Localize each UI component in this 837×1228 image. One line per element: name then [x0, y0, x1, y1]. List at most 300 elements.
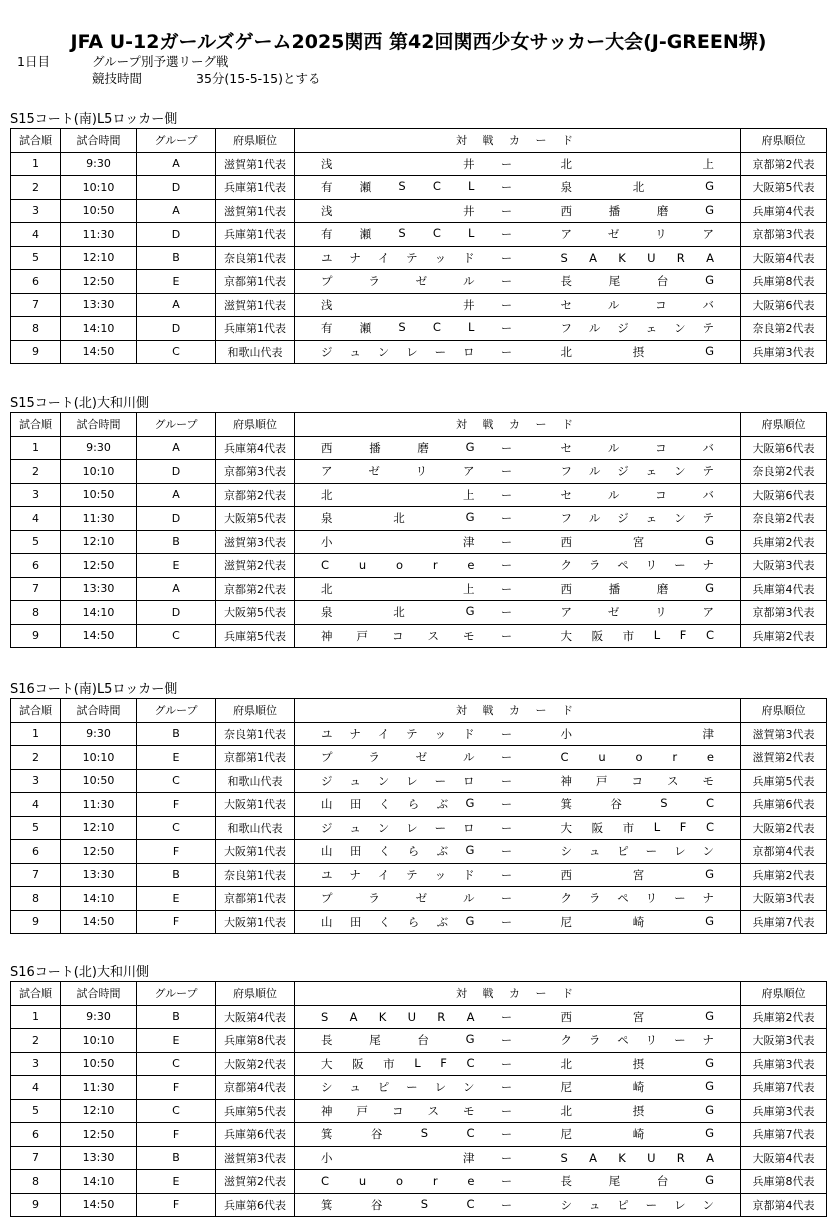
team-name-char: 阪	[591, 628, 604, 643]
table-row	[11, 746, 827, 770]
team-name-char: S	[420, 1196, 429, 1211]
team-name-char: ー	[434, 344, 447, 359]
team-name-char: G	[465, 510, 475, 525]
team-name-char: ア	[702, 227, 714, 242]
table-row	[11, 1099, 827, 1123]
team-name-char: U	[647, 250, 656, 265]
table-row	[11, 1005, 827, 1029]
match-no-cell: 7	[11, 293, 61, 317]
table-row	[11, 816, 827, 840]
team-name-char: ゼ	[368, 464, 380, 479]
team-name-char: r	[672, 750, 678, 765]
team-name-char: K	[378, 1009, 387, 1024]
versus-dash: ー	[501, 441, 512, 455]
group-cell: B	[137, 246, 216, 270]
match-card-cell	[295, 624, 741, 648]
versus-dash: ー	[501, 798, 512, 812]
header-match-card: 対 戦 カ ー ド	[295, 982, 741, 1006]
team-name-char: G	[705, 202, 714, 217]
team-name-char: ス	[427, 628, 439, 643]
team-name-char: o	[395, 558, 404, 573]
match-card-cell	[295, 1052, 741, 1076]
match-card-cell	[295, 554, 741, 578]
team-name-char: ュ	[349, 1080, 361, 1095]
match-time-cell: 10:50	[61, 199, 137, 223]
header-pref-rank-right: 府県順位	[741, 699, 827, 723]
match-card-cell	[295, 176, 741, 200]
team-name-char: 山	[321, 797, 333, 812]
team-name-char: イ	[377, 867, 390, 882]
team-name-char: ー	[406, 1080, 418, 1095]
pref-rank-left-cell: 和歌山代表	[216, 816, 295, 840]
match-no-cell: 7	[11, 577, 61, 601]
match-time-cell: 14:10	[61, 317, 137, 341]
team-name-char: ン	[702, 1197, 714, 1212]
home-team-name	[295, 796, 497, 812]
table-row	[11, 624, 827, 648]
team-name-char: G	[465, 1032, 475, 1047]
versus-dash: ー	[501, 512, 512, 526]
match-card-cell	[295, 887, 741, 911]
away-team-name	[517, 344, 741, 360]
team-name-char: ュ	[349, 773, 361, 788]
home-team-name	[295, 463, 497, 479]
match-no-cell: 4	[11, 1076, 61, 1100]
match-time-cell: 12:10	[61, 816, 137, 840]
group-cell: B	[137, 863, 216, 887]
match-card-cell	[295, 1099, 741, 1123]
team-name-char: ル	[588, 321, 601, 336]
home-team-name	[295, 604, 497, 620]
team-name-char: 播	[608, 203, 621, 218]
versus-dash: ー	[501, 1104, 512, 1118]
pref-rank-right-cell: 京都第4代表	[741, 840, 827, 864]
team-name-char: 田	[349, 914, 362, 929]
team-name-char: モ	[463, 628, 475, 643]
team-name-char: コ	[655, 440, 667, 455]
header-match-card: 対 戦 カ ー ド	[295, 413, 741, 437]
table-row	[11, 1146, 827, 1170]
pref-rank-right-cell: 兵庫第7代表	[741, 910, 827, 934]
match-no-cell: 4	[11, 507, 61, 531]
team-name-char: ピ	[617, 844, 629, 859]
team-name-char: G	[465, 796, 475, 811]
team-name-char: ン	[674, 464, 686, 479]
team-name-char: 戸	[356, 1103, 368, 1118]
team-name-char: ア	[560, 605, 572, 620]
match-card-cell	[295, 577, 741, 601]
group-cell: F	[137, 840, 216, 864]
versus-dash: ー	[501, 582, 512, 596]
match-time-cell: 11:30	[61, 507, 137, 531]
pref-rank-left-cell: 奈良第1代表	[216, 722, 295, 746]
group-cell: F	[137, 1193, 216, 1217]
team-name-char: プ	[321, 891, 333, 906]
pref-rank-left-cell: 兵庫第4代表	[216, 436, 295, 460]
versus-dash: ー	[501, 465, 512, 479]
team-name-char: C	[432, 320, 441, 335]
pref-rank-left-cell: 大阪第1代表	[216, 910, 295, 934]
team-name-char: ア	[560, 227, 572, 242]
match-time-cell: 14:10	[61, 601, 137, 625]
group-cell: A	[137, 436, 216, 460]
match-no-cell: 2	[11, 746, 61, 770]
team-name-char: G	[465, 913, 475, 928]
group-cell: B	[137, 722, 216, 746]
pref-rank-right-cell: 兵庫第6代表	[741, 793, 827, 817]
team-name-char: 上	[463, 581, 475, 596]
team-name-char: F	[679, 819, 687, 834]
team-name-char: 台	[656, 274, 669, 289]
team-name-char: ュ	[588, 1197, 601, 1212]
pref-rank-right-cell: 大阪第3代表	[741, 554, 827, 578]
header-group: グループ	[137, 413, 216, 437]
team-name-char: L	[468, 320, 475, 335]
team-name-char: G	[705, 913, 714, 928]
versus-dash: ー	[501, 892, 512, 906]
team-name-char: 神	[321, 1103, 333, 1118]
away-team-name	[517, 179, 741, 195]
group-cell: B	[137, 530, 216, 554]
team-name-char: 台	[417, 1033, 429, 1048]
team-name-char: 阪	[352, 1056, 364, 1071]
team-name-char: 谷	[370, 1197, 383, 1212]
match-card-cell	[295, 317, 741, 341]
team-name-char: 北	[560, 1103, 572, 1118]
team-name-char: 浅	[321, 203, 333, 218]
versus-dash: ー	[501, 275, 512, 289]
pref-rank-left-cell: 京都第3代表	[216, 460, 295, 484]
team-name-char: A	[589, 250, 597, 265]
pref-rank-right-cell: 奈良第2代表	[741, 460, 827, 484]
match-card-cell	[295, 601, 741, 625]
table-row	[11, 722, 827, 746]
team-name-char: セ	[560, 440, 572, 455]
team-name-char: 尾	[608, 1174, 621, 1189]
away-team-name	[517, 1009, 741, 1025]
table-header-row	[11, 129, 827, 153]
team-name-char: 北	[393, 605, 405, 620]
pref-rank-right-cell: 大阪第5代表	[741, 176, 827, 200]
versus-dash: ー	[501, 1128, 512, 1142]
team-name-char: 有	[321, 227, 333, 242]
versus-dash: ー	[501, 559, 512, 573]
versus-dash: ー	[501, 821, 512, 835]
section-title: S15コート(南)L5ロッカー側	[10, 112, 178, 127]
home-team-name	[295, 156, 497, 172]
team-name-char: 崎	[632, 1080, 645, 1095]
team-name-char: レ	[406, 820, 418, 835]
team-name-char: く	[378, 914, 391, 929]
pref-rank-left-cell: 大阪第1代表	[216, 793, 295, 817]
versus-dash: ー	[501, 751, 512, 765]
match-no-cell: 5	[11, 530, 61, 554]
format-label: グループ別予選リーグ戦	[92, 54, 229, 69]
team-name-char: G	[705, 866, 714, 881]
team-name-char: コ	[392, 1103, 404, 1118]
team-name-char: ぶ	[436, 914, 449, 929]
pref-rank-right-cell: 兵庫第3代表	[741, 1099, 827, 1123]
header-match-no: 試合順	[11, 982, 61, 1006]
group-cell: D	[137, 460, 216, 484]
pref-rank-right-cell: 滋賀第2代表	[741, 746, 827, 770]
team-name-char: C	[432, 226, 441, 241]
pref-rank-left-cell: 兵庫第8代表	[216, 1029, 295, 1053]
match-card-cell	[295, 863, 741, 887]
team-name-char: バ	[702, 297, 714, 312]
team-name-char: G	[705, 1008, 714, 1023]
header-group: グループ	[137, 982, 216, 1006]
team-name-char: ッ	[434, 867, 447, 882]
away-team-name	[517, 297, 741, 313]
pref-rank-left-cell: 滋賀第1代表	[216, 152, 295, 176]
team-name-char: ピ	[617, 1197, 629, 1212]
versus-dash: ー	[501, 727, 512, 741]
header-match-no: 試合順	[11, 129, 61, 153]
team-name-char: リ	[415, 464, 428, 479]
away-team-name	[517, 1173, 741, 1189]
team-name-char: G	[705, 1126, 714, 1141]
pref-rank-right-cell: 兵庫第2代表	[741, 1005, 827, 1029]
team-name-char: ジ	[321, 820, 333, 835]
home-team-name	[295, 226, 497, 242]
versus-dash: ー	[501, 345, 512, 359]
table-row	[11, 577, 827, 601]
match-time-cell: 14:10	[61, 887, 137, 911]
away-team-name	[517, 1103, 741, 1119]
pref-rank-left-cell: 和歌山代表	[216, 769, 295, 793]
header-match-time: 試合時間	[61, 982, 137, 1006]
match-no-cell: 2	[11, 460, 61, 484]
team-name-char: ク	[560, 891, 572, 906]
pref-rank-right-cell: 兵庫第2代表	[741, 624, 827, 648]
pref-rank-left-cell: 京都第1代表	[216, 270, 295, 294]
pref-rank-left-cell: 大阪第2代表	[216, 1052, 295, 1076]
team-name-char: G	[465, 604, 475, 619]
team-name-char: ン	[377, 773, 390, 788]
team-name-char: e	[706, 750, 714, 765]
match-time-cell: 10:50	[61, 1052, 137, 1076]
match-time-cell: 12:10	[61, 1099, 137, 1123]
table-row	[11, 1123, 827, 1147]
header-match-time: 試合時間	[61, 699, 137, 723]
header-match-no: 試合順	[11, 413, 61, 437]
home-team-name	[295, 890, 497, 906]
pref-rank-right-cell: 兵庫第4代表	[741, 577, 827, 601]
pref-rank-right-cell: 京都第3代表	[741, 223, 827, 247]
team-name-char: 井	[463, 156, 475, 171]
team-name-char: ー	[434, 820, 447, 835]
team-name-char: コ	[655, 487, 667, 502]
table-header-row	[11, 413, 827, 437]
team-name-char: ユ	[321, 250, 333, 265]
team-name-char: イ	[377, 250, 390, 265]
team-name-char: R	[676, 1150, 685, 1165]
team-name-char: A	[706, 250, 714, 265]
pref-rank-left-cell: 兵庫第1代表	[216, 176, 295, 200]
team-name-char: 長	[560, 1174, 572, 1189]
team-name-char: ル	[607, 297, 620, 312]
home-team-name	[295, 510, 497, 526]
team-name-char: 磨	[656, 581, 669, 596]
table-row	[11, 317, 827, 341]
pref-rank-right-cell: 兵庫第2代表	[741, 863, 827, 887]
team-name-char: 田	[349, 797, 362, 812]
match-card-cell	[295, 340, 741, 364]
match-no-cell: 8	[11, 1170, 61, 1194]
match-no-cell: 3	[11, 199, 61, 223]
team-name-char: 崎	[632, 1127, 645, 1142]
home-team-name	[295, 867, 497, 883]
pref-rank-right-cell: 京都第2代表	[741, 152, 827, 176]
pref-rank-right-cell: 兵庫第4代表	[741, 199, 827, 223]
group-cell: E	[137, 270, 216, 294]
match-card-cell	[295, 1029, 741, 1053]
match-no-cell: 4	[11, 223, 61, 247]
table-row	[11, 530, 827, 554]
pref-rank-left-cell: 奈良第1代表	[216, 246, 295, 270]
match-time-cell: 12:50	[61, 840, 137, 864]
table-row	[11, 246, 827, 270]
pref-rank-left-cell: 京都第1代表	[216, 887, 295, 911]
team-name-char: 西	[560, 203, 572, 218]
team-name-char: ュ	[349, 820, 361, 835]
home-team-name	[295, 250, 497, 266]
home-team-name	[295, 581, 497, 597]
pref-rank-right-cell: 兵庫第3代表	[741, 1052, 827, 1076]
away-team-name	[517, 1056, 741, 1072]
group-cell: C	[137, 1052, 216, 1076]
team-name-char: ド	[462, 250, 475, 265]
versus-dash: ー	[501, 488, 512, 502]
team-name-char: 瀬	[359, 227, 372, 242]
team-name-char: o	[395, 1174, 404, 1189]
pref-rank-left-cell: 京都第1代表	[216, 746, 295, 770]
away-team-name	[517, 773, 741, 789]
team-name-char: 浅	[321, 156, 333, 171]
versus-dash: ー	[501, 204, 512, 218]
team-name-char: 尼	[560, 1127, 572, 1142]
versus-dash: ー	[501, 774, 512, 788]
pref-rank-right-cell: 京都第3代表	[741, 601, 827, 625]
home-team-name	[295, 843, 497, 859]
team-name-char: 長	[560, 274, 572, 289]
match-time-cell: 12:50	[61, 1123, 137, 1147]
team-name-char: ェ	[645, 321, 658, 336]
team-name-char: ナ	[349, 250, 361, 265]
team-name-char: 瀬	[359, 180, 372, 195]
team-name-char: ー	[674, 891, 686, 906]
match-time-cell: 14:10	[61, 1170, 137, 1194]
pref-rank-left-cell: 和歌山代表	[216, 340, 295, 364]
table-row	[11, 176, 827, 200]
team-name-char: 戸	[356, 628, 368, 643]
match-no-cell: 2	[11, 176, 61, 200]
group-cell: E	[137, 1170, 216, 1194]
table-row	[11, 199, 827, 223]
match-no-cell: 7	[11, 863, 61, 887]
team-name-char: 津	[463, 534, 475, 549]
away-team-name	[517, 1079, 741, 1095]
versus-dash: ー	[501, 606, 512, 620]
team-name-char: ゼ	[415, 750, 428, 765]
team-name-char: ラ	[588, 558, 601, 573]
team-name-char: o	[635, 750, 643, 765]
team-name-char: ジ	[617, 464, 629, 479]
team-name-char: ド	[462, 726, 475, 741]
team-name-char: レ	[406, 773, 418, 788]
team-name-char: ェ	[645, 464, 658, 479]
match-no-cell: 9	[11, 624, 61, 648]
team-name-char: ン	[674, 511, 686, 526]
team-name-char: 西	[560, 534, 572, 549]
home-team-name	[295, 749, 497, 765]
match-card-cell	[295, 840, 741, 864]
team-name-char: ッ	[434, 250, 447, 265]
time-label: 競技時間	[92, 71, 143, 86]
team-name-char: セ	[560, 297, 572, 312]
team-name-char: テ	[702, 321, 714, 336]
team-name-char: ン	[377, 344, 390, 359]
group-cell: C	[137, 340, 216, 364]
versus-dash: ー	[501, 1175, 512, 1189]
table-row	[11, 270, 827, 294]
team-name-char: 泉	[321, 511, 333, 526]
home-team-name	[295, 534, 497, 550]
match-card-cell	[295, 460, 741, 484]
match-card-cell	[295, 293, 741, 317]
pref-rank-left-cell: 兵庫第6代表	[216, 1123, 295, 1147]
versus-dash: ー	[501, 1010, 512, 1024]
team-name-char: テ	[406, 867, 418, 882]
home-team-name	[295, 203, 497, 219]
match-card-cell	[295, 746, 741, 770]
schedule-table	[10, 981, 827, 1217]
home-team-name	[295, 726, 497, 742]
pref-rank-left-cell: 滋賀第2代表	[216, 1170, 295, 1194]
match-no-cell: 6	[11, 270, 61, 294]
group-cell: A	[137, 483, 216, 507]
team-name-char: 山	[321, 914, 333, 929]
group-cell: E	[137, 887, 216, 911]
team-name-char: リ	[655, 227, 667, 242]
pref-rank-left-cell: 滋賀第1代表	[216, 199, 295, 223]
team-name-char: 小	[321, 534, 333, 549]
table-row	[11, 483, 827, 507]
team-name-char: 大	[560, 628, 572, 643]
group-cell: C	[137, 624, 216, 648]
pref-rank-left-cell: 兵庫第5代表	[216, 624, 295, 648]
team-name-char: プ	[321, 750, 333, 765]
team-name-char: テ	[406, 726, 418, 741]
group-cell: A	[137, 199, 216, 223]
team-name-char: ラ	[588, 891, 601, 906]
team-name-char: G	[705, 179, 714, 194]
team-name-char: L	[653, 627, 661, 642]
pref-rank-right-cell: 大阪第3代表	[741, 1029, 827, 1053]
team-name-char: テ	[702, 511, 714, 526]
team-name-char: e	[467, 558, 475, 573]
team-name-char: r	[432, 1174, 438, 1189]
team-name-char: C	[705, 627, 714, 642]
match-time-cell: 13:30	[61, 577, 137, 601]
group-cell: C	[137, 816, 216, 840]
pref-rank-left-cell: 兵庫第6代表	[216, 1193, 295, 1217]
match-card-cell	[295, 223, 741, 247]
match-time-cell: 10:10	[61, 460, 137, 484]
team-name-char: ク	[560, 1033, 572, 1048]
team-name-char: 摂	[632, 1056, 645, 1071]
